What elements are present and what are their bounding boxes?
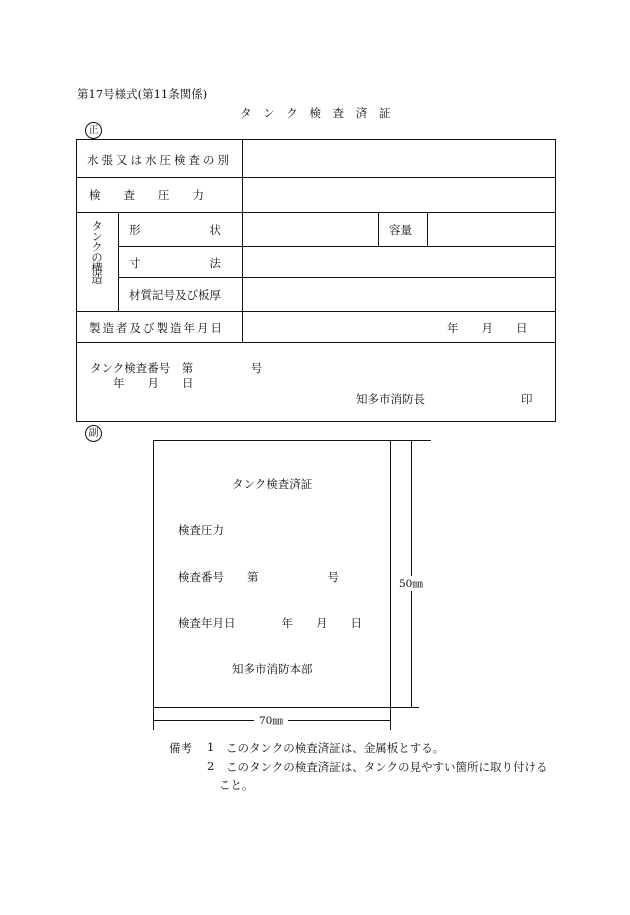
form-number: 第17号様式(第11条関係): [77, 87, 208, 101]
plate-number: 検査番号 第 号: [178, 570, 339, 584]
tank-structure-label: タンクの構造: [90, 220, 104, 283]
height-dimension: 50㎜: [399, 578, 423, 590]
note-1-number: 1: [207, 740, 215, 754]
column-divider: [242, 140, 243, 342]
row-divider: [118, 277, 555, 278]
certificate-plate: [153, 440, 391, 708]
row-divider: [77, 212, 555, 213]
manufacture-date: 年 月 日: [447, 321, 528, 335]
width-dimension: 70㎜: [254, 713, 288, 728]
plate-title: タンク検査済証: [232, 477, 313, 491]
note-2-continued: こと。: [219, 778, 254, 792]
copy-mark: 副: [85, 425, 102, 442]
plate-issuer: 知多市消防本部: [232, 662, 313, 676]
page-title: タ ン ク 検 査 済 証: [240, 106, 395, 120]
note-1: このタンクの検査済証は、金属板とする。: [226, 741, 445, 755]
manufacturer-label: 製造者及び製造年月日: [89, 321, 224, 335]
notes-heading: 備考: [169, 741, 192, 755]
shape-label: 形 状: [129, 223, 221, 237]
row-divider: [77, 311, 555, 312]
extension-line-bottom: [391, 707, 419, 708]
fire-chief: 知多市消防長: [356, 392, 425, 406]
note-2-number: 2: [207, 759, 215, 773]
height-dimension-line: [411, 440, 412, 708]
column-divider: [118, 212, 119, 311]
plate-date: 検査年月日 年 月 日: [178, 616, 362, 630]
row-divider: [77, 342, 555, 343]
extension-line-right: [390, 708, 391, 730]
seal-mark: 印: [521, 392, 533, 406]
column-divider: [378, 212, 379, 246]
water-test-label: 水張又は水圧検査の別: [87, 153, 232, 167]
row-divider: [77, 177, 555, 178]
original-mark: 正: [85, 122, 102, 139]
dimensions-label: 寸 法: [129, 256, 221, 270]
test-pressure-label: 検 査 圧 力: [89, 188, 204, 202]
inspection-table: [76, 139, 556, 422]
issue-date-line: 年 月 日: [113, 376, 194, 390]
material-label: 材質記号及び板厚: [129, 288, 221, 302]
note-2: このタンクの検査済証は、タンクの見やすい箇所に取り付ける: [226, 760, 548, 774]
row-divider: [118, 246, 555, 247]
plate-pressure: 検査圧力: [178, 523, 224, 537]
inspection-number-line: タンク検査番号 第 号: [90, 361, 263, 375]
column-divider: [427, 212, 428, 246]
extension-line-left: [153, 708, 154, 730]
capacity-label: 容量: [389, 223, 412, 237]
